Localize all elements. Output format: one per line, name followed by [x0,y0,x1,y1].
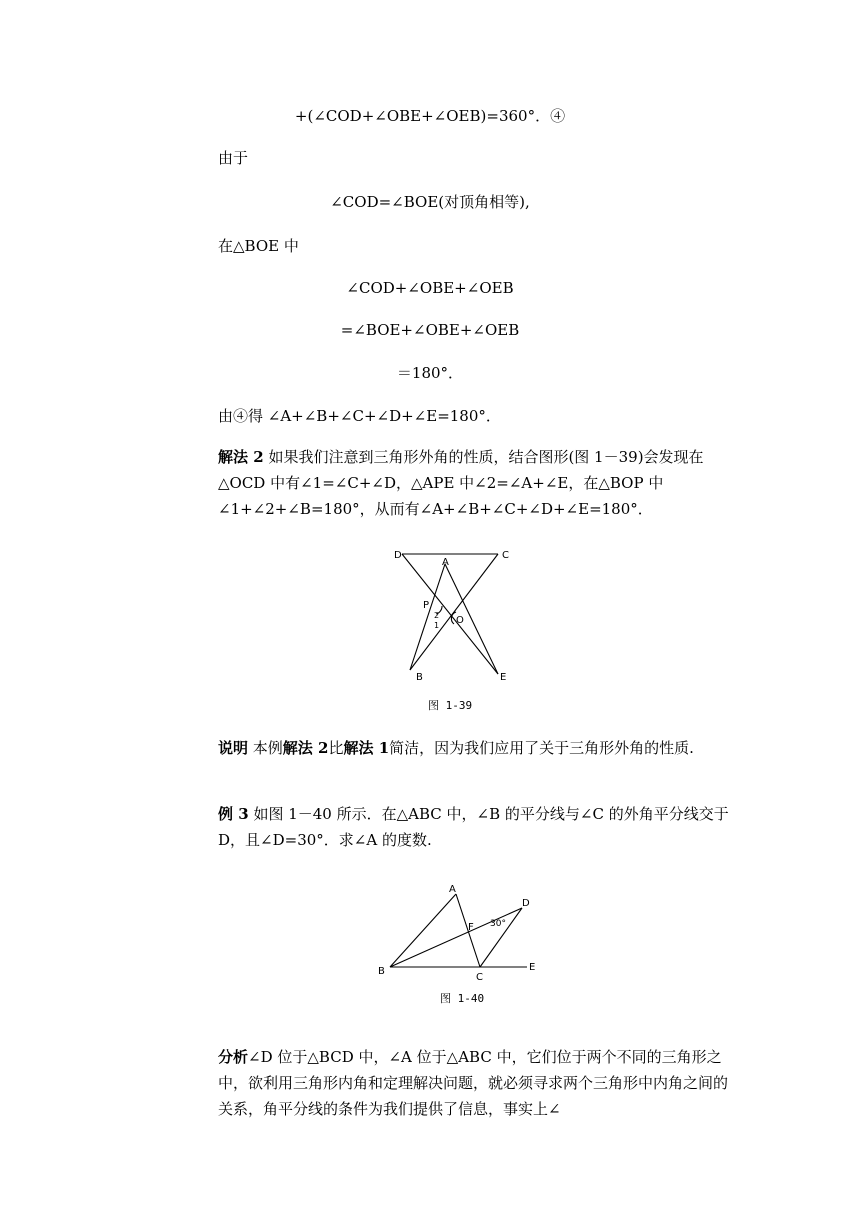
equation-vertical-angles: ∠COD=∠BOE(对顶角相等), [330,193,530,211]
example-3-paragraph [172,801,732,853]
fig139-label-c: C [502,550,509,561]
fig140-label-f: F [468,922,474,933]
method-2-paragraph [172,444,732,522]
example-3-text: 如图 1－40 所示．在△ABC 中，∠B 的平分线与∠C 的外角平分线交于 D，且∠D=30°．求∠A 的度数. [218,805,729,849]
fig140-label-c: C [476,972,483,983]
method-2-label: 解法 2 [218,448,264,466]
fig140-label-b: B [378,966,385,977]
method-2-text: 如果我们注意到三角形外角的性质，结合图形(图 1－39)会发现在△OCD 中有∠1=∠C+∠D，△APE 中∠2=∠A+∠E，在△BOP 中∠1+∠2+∠B=180°，从而有∠A+∠B+∠C+∠D+∠E=180°． [218,448,704,518]
fig140-label-a: A [449,884,456,895]
figure-1-40-diagram [372,880,552,1010]
example-3-label: 例 3 [218,805,249,823]
fig140-label-30deg: 30° [490,919,506,929]
fig139-label-d: D [394,550,402,561]
figure-1-39 [390,542,520,726]
fig139-label-o: O [456,615,464,626]
analysis-text: ∠D 位于△BCD 中，∠A 位于△ABC 中，它们位于两个不同的三角形之中，欲利用三角形内角和定理解决问题，就必须寻求两个三角形中内角之间的关系，角平分线的条件为我们提供了信息，事实上∠ [218,1048,729,1118]
equation-sum-3: ＝180°． [396,364,464,382]
fig139-label-b: B [416,672,423,683]
fig140-label-d: D [522,898,530,909]
fig139-label-p: P [423,600,430,611]
equation-sum-1: ∠COD+∠OBE+∠OEB [346,279,514,297]
fig139-label-e: E [500,672,507,683]
fig139-label-a: A [442,557,449,568]
equation-result: 由④得 ∠A+∠B+∠C+∠D+∠E=180°． [218,407,501,425]
figure-1-39-diagram [390,542,520,722]
fig139-label-1: 1 [434,621,440,630]
fig140-label-e: E [529,962,536,973]
note-method-2: 解法 2 [282,739,329,757]
figure-1-40 [372,880,552,1014]
note-paragraph [172,735,732,761]
equation-sum-2: =∠BOE+∠OBE+∠OEB [340,321,520,339]
text-in-triangle-boe: 在△BOE 中 [218,237,299,255]
analysis-label: 分析 [218,1048,249,1066]
note-method-1: 解法 1 [343,739,390,757]
text-youyu: 由于 [218,149,249,167]
note-text-3: 简洁，因为我们应用了关于三角形外角的性质. [389,739,694,757]
note-text-1: 本例 [248,739,283,757]
fig139-caption: 图 1-39 [428,699,473,712]
fig139-label-2: 2 [434,611,440,620]
note-text-2: 比 [328,739,344,757]
equation-4: +(∠COD+∠OBE+∠OEB)=360°．④ [294,107,566,125]
analysis-paragraph [172,1044,732,1122]
note-label: 说明 [218,739,249,757]
fig140-caption: 图 1-40 [440,992,485,1005]
